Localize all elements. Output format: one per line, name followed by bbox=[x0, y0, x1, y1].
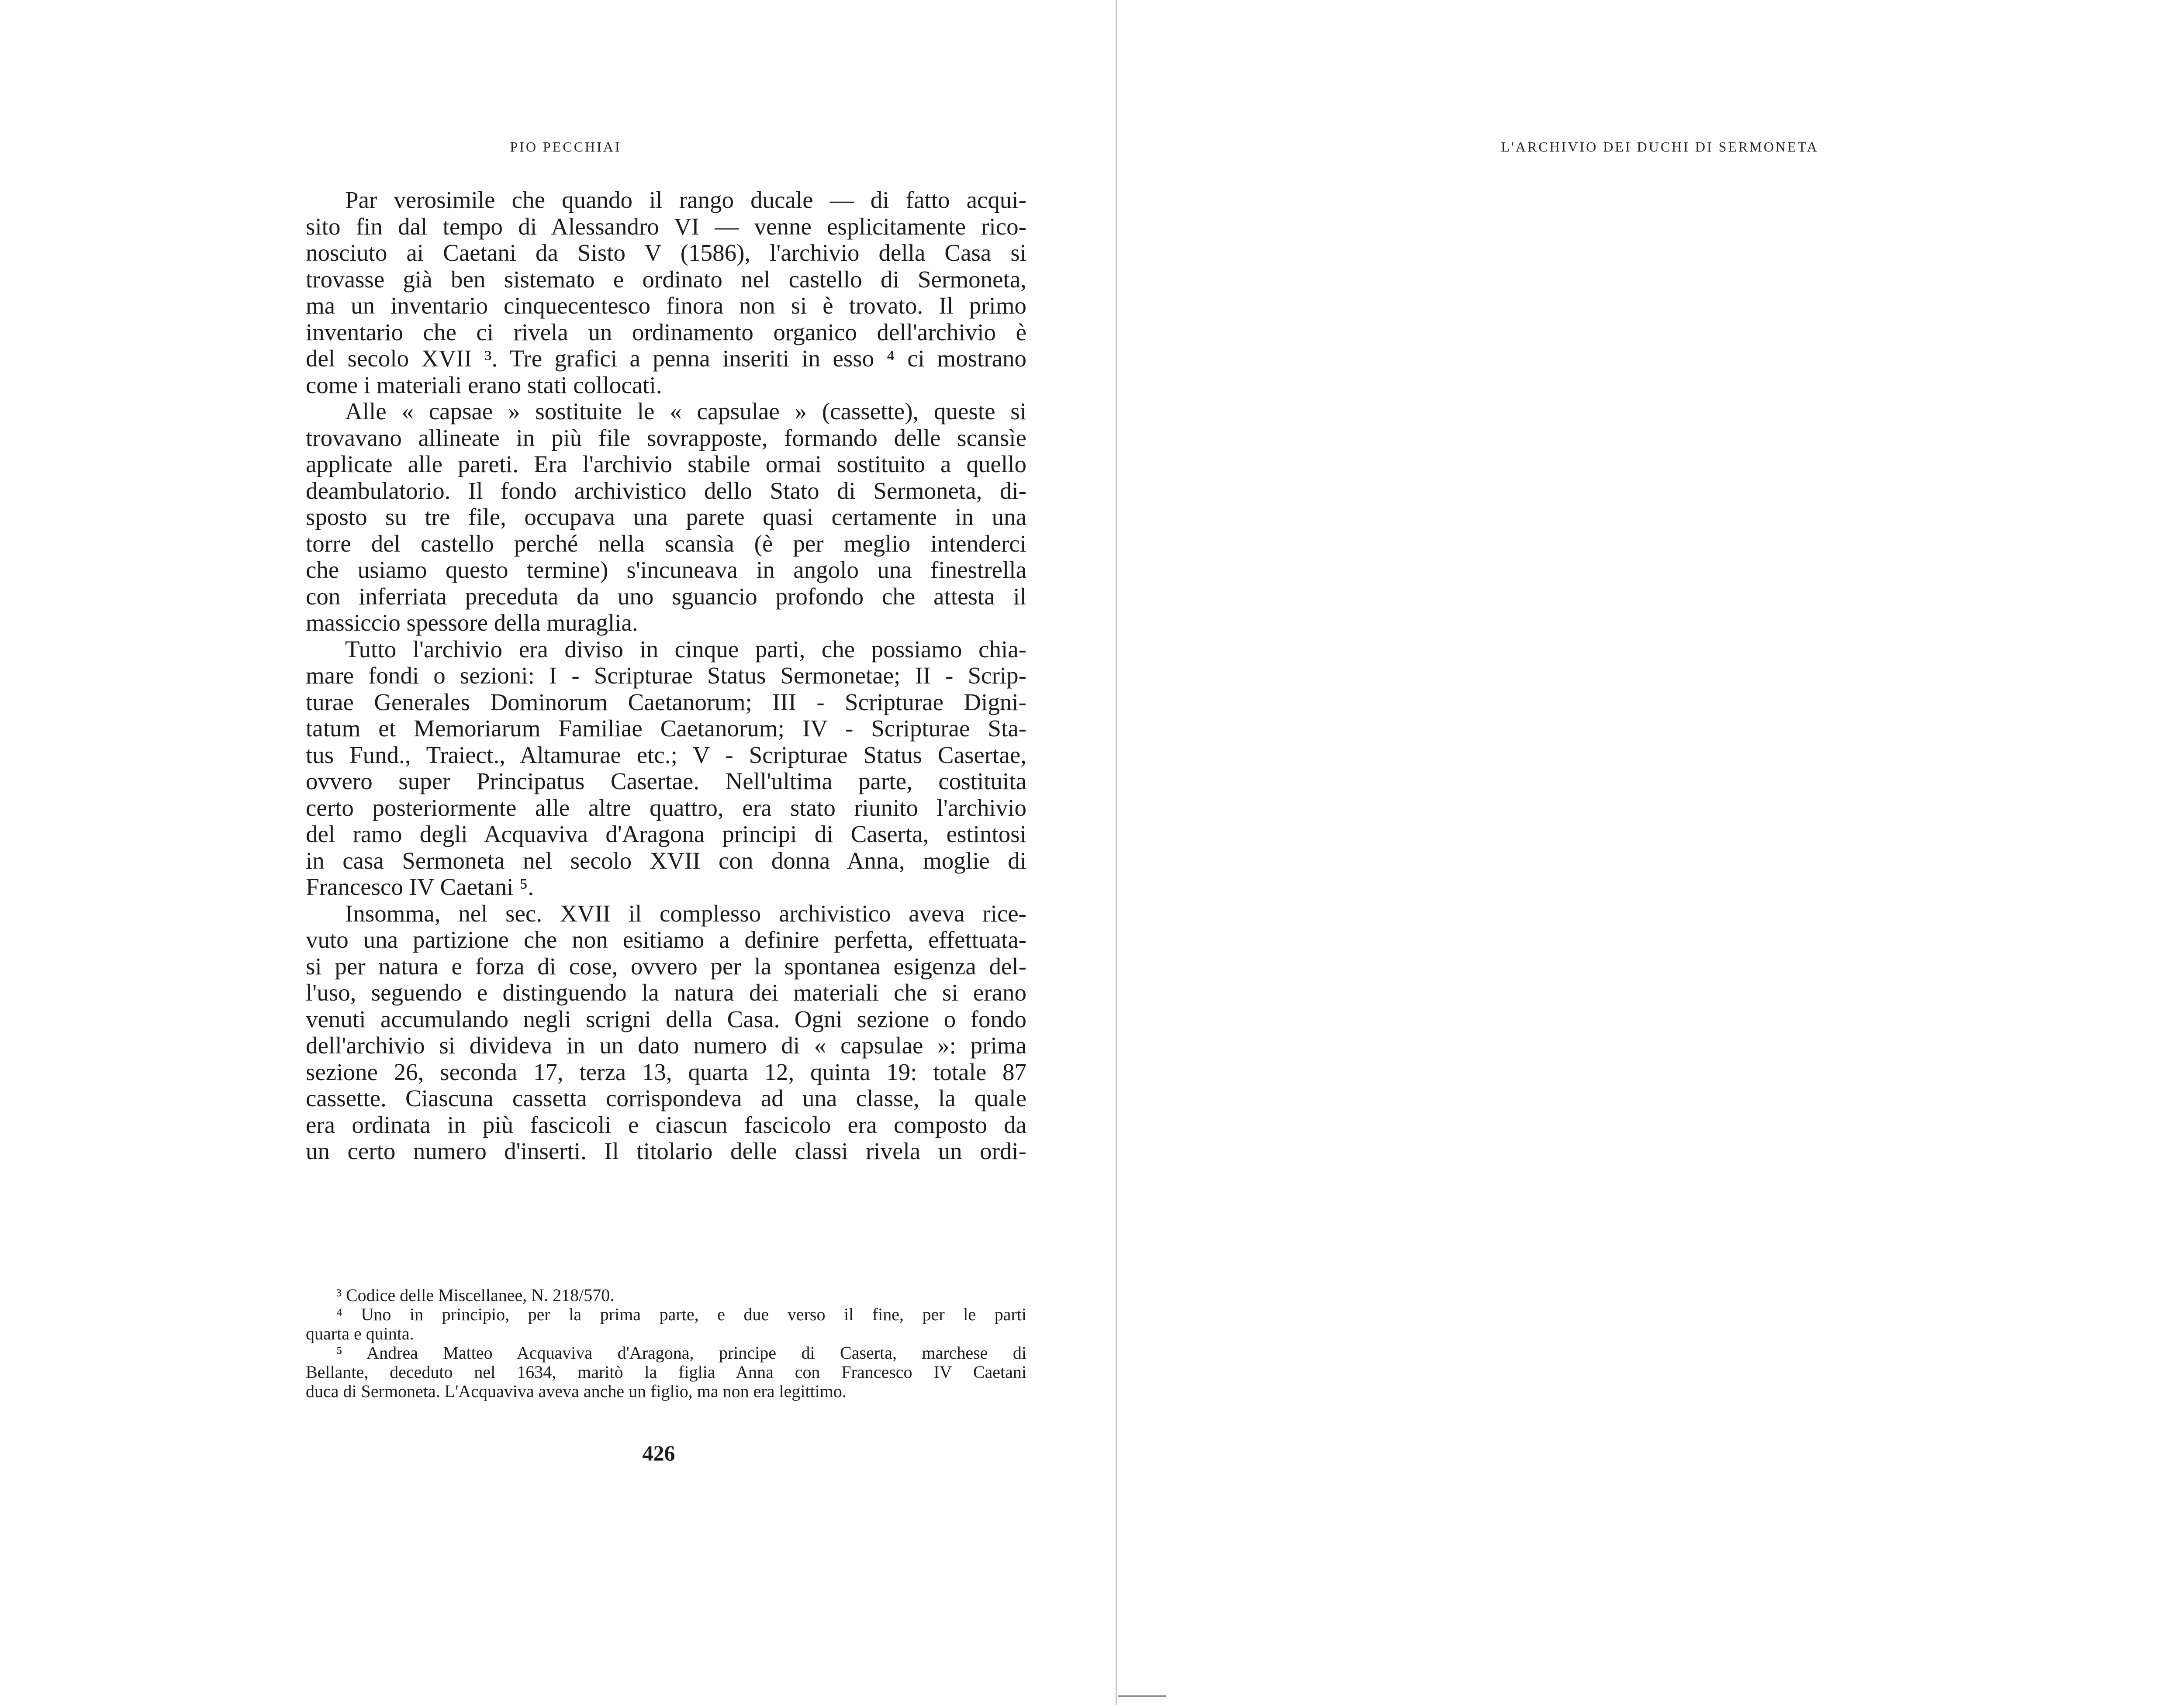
text-line: massiccio spessore della muraglia. bbox=[306, 610, 638, 636]
text-line: l'uso, seguendo e distinguendo la natura dei materiali che si erano bbox=[306, 980, 1026, 1006]
text-line: sito fin dal tempo di Alessandro VI — venne esplicitamente rico- bbox=[306, 213, 1026, 240]
footnote-line: ⁴ Uno in principio, per la prima parte, e due verso il fine, per le parti bbox=[336, 1305, 1026, 1324]
text-line: ma un inventario cinquecentesco finora non si è trovato. Il primo bbox=[306, 293, 1026, 319]
text-line: si per natura e forza di cose, ovvero per la spontanea esigenza del- bbox=[306, 953, 1026, 980]
text-line: deambulatorio. Il fondo archivistico dello Stato di Sermoneta, di- bbox=[306, 477, 1026, 504]
text-line: sposto su tre file, occupava una parete quasi certamente in una bbox=[306, 504, 1026, 530]
text-line: con inferriata preceduta da uno sguancio profondo che attesta il bbox=[306, 583, 1026, 610]
text-line: applicate alle pareti. Era l'archivio stabile ormai sostituito a quello bbox=[306, 451, 1026, 477]
text-line: venuti accumulando negli scrigni della Casa. Ogni sezione o fondo bbox=[306, 1006, 1026, 1032]
text-line: tatum et Memoriarum Familiae Caetanorum; IV - Scripturae Sta- bbox=[306, 715, 1026, 742]
text-line: trovasse già ben sistemato e ordinato nel castello di Sermoneta, bbox=[306, 266, 1026, 293]
text-line: Par verosimile che quando il rango ducale — di fatto acqui- bbox=[345, 187, 1026, 213]
text-line: ovvero super Principatus Casertae. Nell'ultima parte, costituita bbox=[306, 768, 1026, 794]
text-line: cassette. Ciascuna cassetta corrispondeva ad una classe, la quale bbox=[306, 1085, 1026, 1111]
page-number: 426 bbox=[642, 1441, 675, 1465]
text-line: torre del castello perché nella scansìa (è per meglio intenderci bbox=[306, 530, 1026, 557]
text-line: un certo numero d'inserti. Il titolario delle classi rivela un ordi- bbox=[306, 1138, 1026, 1164]
text-line: sezione 26, seconda 17, terza 13, quarta 12, quinta 19: totale 87 bbox=[306, 1059, 1026, 1085]
text-line: tus Fund., Traiect., Altamurae etc.; V - Scripturae Status Casertae, bbox=[306, 742, 1026, 768]
book-gutter bbox=[1115, 0, 1117, 1705]
running-head: L'ARCHIVIO DEI DUCHI DI SERMONETA bbox=[1501, 139, 1819, 155]
footnote-line: Bellante, deceduto nel 1634, maritò la figlia Anna con Francesco IV Caetani bbox=[306, 1363, 1026, 1382]
text-line: Francesco IV Caetani ⁵. bbox=[306, 874, 534, 900]
footnote-line: ⁵ Andrea Matteo Acquaviva d'Aragona, principe di Caserta, marchese di bbox=[336, 1343, 1026, 1363]
footnote-line: ³ Codice delle Miscellanee, N. 218/570. bbox=[336, 1286, 615, 1305]
text-line: vuto una partizione che non esitiamo a definire perfetta, effettuata- bbox=[306, 927, 1026, 953]
text-line: certo posteriormente alle altre quattro, era stato riunito l'archivio bbox=[306, 794, 1026, 821]
body-text bbox=[306, 187, 1026, 1165]
running-head: PIO PECCHIAI bbox=[510, 139, 622, 155]
text-line: era ordinata in più fascicoli e ciascun fascicolo era composto da bbox=[306, 1111, 1026, 1138]
text-line: Insomma, nel sec. XVII il complesso archivistico aveva rice- bbox=[345, 900, 1026, 927]
text-line: Alle « capsae » sostituite le « capsulae » (cassette), queste si bbox=[345, 398, 1026, 425]
text-line: nosciuto ai Caetani da Sisto V (1586), l'archivio della Casa si bbox=[306, 240, 1026, 266]
footnote-line: duca di Sermoneta. L'Acquaviva aveva anche un figlio, ma non era legittimo. bbox=[306, 1382, 847, 1401]
text-line: trovavano allineate in più file sovrapposte, formando delle scansìe bbox=[306, 425, 1026, 451]
text-line: come i materiali erano stati collocati. bbox=[306, 372, 662, 398]
text-line: del secolo XVII ³. Tre grafici a penna inseriti in esso ⁴ ci mostrano bbox=[306, 345, 1026, 372]
text-line: mare fondi o sezioni: I - Scripturae Status Sermonetae; II - Scrip- bbox=[306, 663, 1026, 689]
text-line: turae Generales Dominorum Caetanorum; III - Scripturae Digni- bbox=[306, 689, 1026, 715]
text-line: che usiamo questo termine) s'incuneava in angolo una finestrella bbox=[306, 557, 1026, 583]
text-line: inventario che ci rivela un ordinamento organico dell'archivio è bbox=[306, 319, 1026, 345]
text-line: Tutto l'archivio era diviso in cinque parti, che possiamo chia- bbox=[345, 636, 1026, 663]
footnote-line: quarta e quinta. bbox=[306, 1324, 414, 1343]
text-line: del ramo degli Acquaviva d'Aragona principi di Caserta, estintosi bbox=[306, 821, 1026, 847]
right-page bbox=[1118, 0, 2184, 1705]
text-line: dell'archivio si divideva in un dato numero di « capsulae »: prima bbox=[306, 1032, 1026, 1059]
footnotes bbox=[306, 1286, 1026, 1401]
text-line: in casa Sermoneta nel secolo XVII con donna Anna, moglie di bbox=[306, 847, 1026, 874]
